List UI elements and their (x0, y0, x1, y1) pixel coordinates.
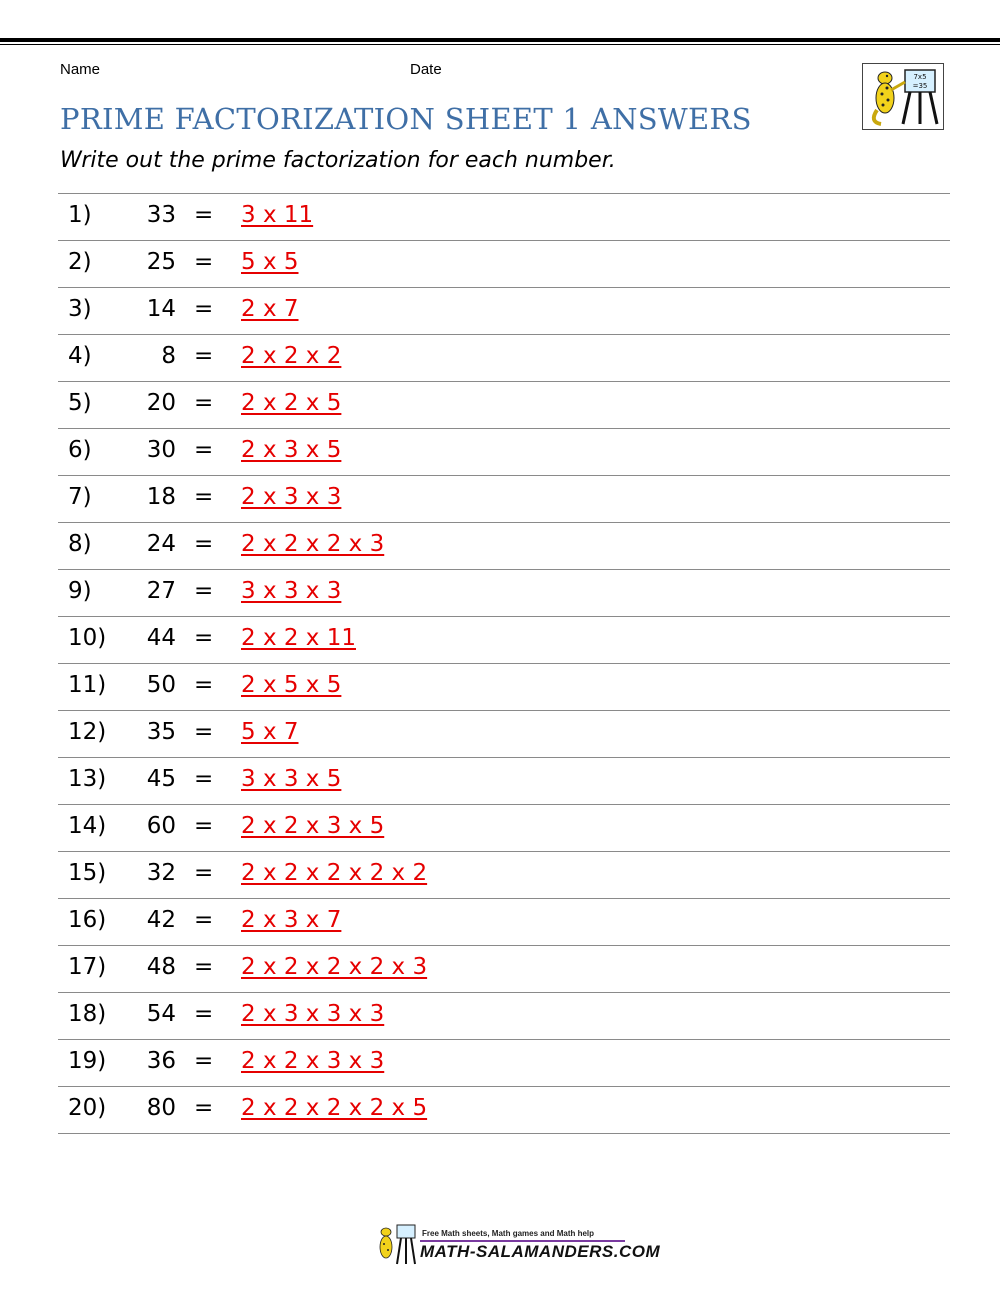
answer: 3 x 11 (241, 202, 314, 228)
equals-sign: = (194, 1001, 214, 1027)
question-value: 18 (146, 484, 176, 510)
question-value: 24 (146, 531, 176, 557)
question-value: 42 (146, 907, 176, 933)
answer: 2 x 3 x 3 x 3 (241, 1001, 385, 1027)
answer: 2 x 2 x 2 (241, 343, 342, 369)
question-value: 50 (146, 672, 176, 698)
answer: 3 x 3 x 3 (241, 578, 342, 604)
list-item (58, 758, 950, 805)
list-item (58, 993, 950, 1040)
question-value: 32 (146, 860, 176, 886)
name-label: Name (60, 61, 101, 78)
equals-sign: = (194, 954, 214, 980)
list-item (58, 946, 950, 993)
answer: 5 x 5 (241, 249, 299, 275)
question-value: 33 (146, 202, 176, 228)
question-number: 9) (68, 578, 92, 604)
list-item (58, 523, 950, 570)
equals-sign: = (194, 484, 214, 510)
answer: 2 x 2 x 11 (241, 625, 356, 651)
logo-board-line2: =35 (912, 82, 928, 90)
question-number: 11) (68, 672, 107, 698)
question-value: 14 (146, 296, 176, 322)
logo-board-line1: 7x5 (913, 73, 927, 81)
question-value: 8 (161, 343, 176, 369)
list-item (58, 476, 950, 523)
top-rule-thin (0, 44, 1000, 45)
list-item (58, 570, 950, 617)
answer: 2 x 2 x 3 x 5 (241, 813, 385, 839)
equals-sign: = (194, 813, 214, 839)
question-number: 6) (68, 437, 92, 463)
question-value: 27 (146, 578, 176, 604)
footer-tagline: Free Math sheets, Math games and Math help (422, 1229, 595, 1238)
question-number: 12) (68, 719, 107, 745)
question-number: 16) (68, 907, 107, 933)
question-number: 13) (68, 766, 107, 792)
answer: 2 x 3 x 3 (241, 484, 342, 510)
list-item (58, 711, 950, 758)
date-label: Date (410, 61, 442, 78)
list-item (58, 899, 950, 946)
equals-sign: = (194, 578, 214, 604)
list-item (58, 382, 950, 429)
question-value: 80 (146, 1095, 176, 1121)
answer: 2 x 2 x 2 x 2 x 5 (241, 1095, 428, 1121)
question-number: 20) (68, 1095, 107, 1121)
equals-sign: = (194, 249, 214, 275)
list-item (58, 288, 950, 335)
list-item (58, 335, 950, 382)
question-number: 5) (68, 390, 92, 416)
question-number: 2) (68, 249, 92, 275)
equals-sign: = (194, 296, 214, 322)
salamander-logo-icon (862, 63, 944, 130)
question-number: 7) (68, 484, 92, 510)
question-value: 25 (146, 249, 176, 275)
question-value: 35 (146, 719, 176, 745)
instructions: Write out the prime factorization for each number. (60, 148, 616, 173)
footer-logo[interactable] (375, 1222, 661, 1268)
list-item (58, 241, 950, 288)
question-value: 20 (146, 390, 176, 416)
equals-sign: = (194, 531, 214, 557)
question-number: 8) (68, 531, 92, 557)
list-item (58, 1040, 950, 1087)
equals-sign: = (194, 907, 214, 933)
equals-sign: = (194, 202, 214, 228)
answer: 2 x 2 x 5 (241, 390, 342, 416)
list-item (58, 429, 950, 476)
list-item (58, 805, 950, 852)
page-title: PRIME FACTORIZATION SHEET 1 ANSWERS (60, 102, 752, 136)
question-number: 10) (68, 625, 107, 651)
equals-sign: = (194, 766, 214, 792)
question-number: 19) (68, 1048, 107, 1074)
footer-brand: MATH-SALAMANDERS.COM (420, 1242, 661, 1261)
list-item (58, 852, 950, 899)
equals-sign: = (194, 437, 214, 463)
question-number: 15) (68, 860, 107, 886)
top-rule (0, 38, 1000, 42)
question-number: 14) (68, 813, 107, 839)
answer: 2 x 7 (241, 296, 299, 322)
question-value: 45 (146, 766, 176, 792)
answer: 2 x 2 x 2 x 2 x 3 (241, 954, 428, 980)
answer: 2 x 2 x 2 x 3 (241, 531, 385, 557)
question-number: 4) (68, 343, 92, 369)
answer: 5 x 7 (241, 719, 299, 745)
equals-sign: = (194, 343, 214, 369)
equals-sign: = (194, 390, 214, 416)
question-value: 48 (146, 954, 176, 980)
equals-sign: = (194, 672, 214, 698)
answer: 2 x 2 x 2 x 2 x 2 (241, 860, 428, 886)
question-value: 36 (146, 1048, 176, 1074)
answer-list (58, 193, 950, 1134)
answer: 2 x 2 x 3 x 3 (241, 1048, 385, 1074)
answer: 2 x 5 x 5 (241, 672, 342, 698)
equals-sign: = (194, 1048, 214, 1074)
question-value: 60 (146, 813, 176, 839)
list-item (58, 194, 950, 241)
answer: 2 x 3 x 7 (241, 907, 342, 933)
list-item (58, 617, 950, 664)
list-item (58, 1087, 950, 1134)
question-value: 44 (146, 625, 176, 651)
question-number: 1) (68, 202, 92, 228)
answer: 2 x 3 x 5 (241, 437, 342, 463)
equals-sign: = (194, 1095, 214, 1121)
question-value: 54 (146, 1001, 176, 1027)
answer: 3 x 3 x 5 (241, 766, 342, 792)
question-number: 17) (68, 954, 107, 980)
list-item (58, 664, 950, 711)
question-number: 18) (68, 1001, 107, 1027)
footer-salamander-icon (375, 1222, 419, 1266)
question-number: 3) (68, 296, 92, 322)
question-value: 30 (146, 437, 176, 463)
equals-sign: = (194, 625, 214, 651)
equals-sign: = (194, 719, 214, 745)
equals-sign: = (194, 860, 214, 886)
